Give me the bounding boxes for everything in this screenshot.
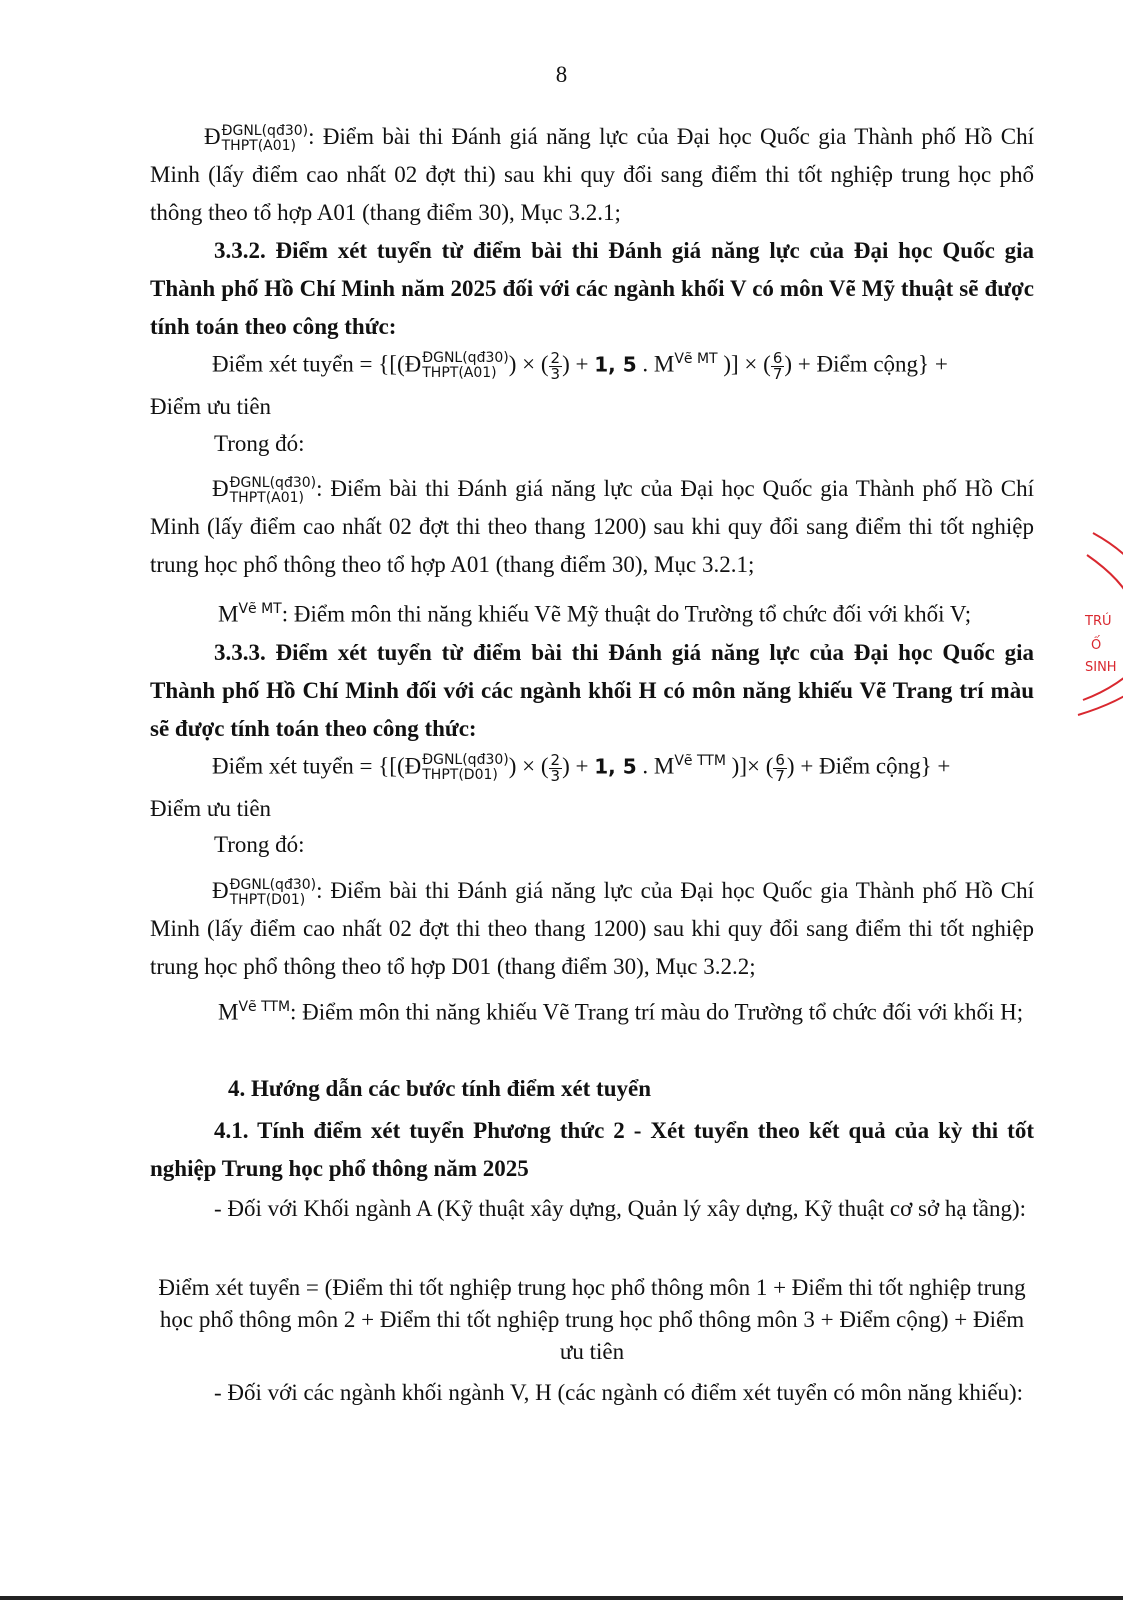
stamp-text: SINH: [1085, 660, 1117, 675]
heading-3-3-3: 3.3.3. Điểm xét tuyển từ điểm bài thi Đánh giá năng lực của Đại học Quốc gia Thành phố Hồ Chí Minh đối với các ngành khối H có môn năng khiếu Vẽ Trang trí màu sẽ được tính toán theo công thức:: [150, 640, 1034, 741]
symbol-m: M: [218, 601, 239, 627]
formula-line-2: Điểm ưu tiên: [150, 393, 272, 419]
symbol-superscript: ĐGNL(qđ30): [221, 122, 309, 139]
paragraph-dgnl-a01-definition: [150, 118, 1034, 232]
formula-scripts: [422, 753, 508, 783]
formula-part: . M: [636, 753, 675, 779]
paragraph-khoi-a: - Đối với Khối ngành A (Kỹ thuật xây dựng, Quản lý xây dựng, Kỹ thuật cơ sở hạ tầng):: [214, 1196, 1026, 1221]
formula-part: )]× (: [725, 753, 774, 779]
stamp-arc: [1093, 533, 1123, 585]
fraction-denominator: 7: [775, 766, 785, 785]
symbol-superscript: Vẽ TTM: [238, 999, 291, 1015]
formula-tail: ) + Điểm cộng} +: [784, 351, 948, 377]
formula-scripts: [422, 351, 508, 381]
definition-text: : Điểm môn thi năng khiếu Vẽ Mỹ thuật do Trường tổ chức đối với khối V;: [281, 601, 972, 627]
symbol-subscript: THPT(D01): [229, 891, 306, 908]
definition-text: : Điểm môn thi năng khiếu Vẽ Trang trí màu do Trường tổ chức đối với khối H;: [290, 999, 1024, 1025]
formula-part: ) × (: [508, 753, 549, 779]
paragraph-m-ve-ttm: [150, 988, 1034, 1032]
formula-coefficient: 1, 5: [594, 352, 637, 377]
red-stamp-seal: [1053, 525, 1123, 725]
formula-part: )] × (: [717, 351, 771, 377]
symbol-d: Đ: [204, 124, 221, 149]
symbol-superscript: Vẽ MT: [238, 601, 282, 617]
symbol-superscript: ĐGNL(qđ30): [229, 474, 317, 491]
fraction-numerator: 2: [550, 750, 561, 769]
formula-3-3-3: [150, 742, 1034, 828]
formula-m-superscript: Vẽ TTM: [674, 753, 726, 769]
paragraph-khoi-v-h: - Đối với các ngành khối ngành V, H (các ngành có điểm xét tuyển có môn năng khiếu):: [214, 1380, 1024, 1405]
formula-tail: ) + Điểm cộng} +: [786, 753, 951, 779]
fraction-numerator: 6: [775, 750, 785, 769]
definition-text: : Điểm bài thi Đánh giá năng lực của Đại học Quốc gia Thành phố Hồ Chí Minh (lấy điểm cao nhất 02 đợt thi) sau khi quy đổi sang điểm thi tốt nghiệp trung học phổ thông theo tổ hợp A01 (thang điểm 30), Mục 3.2.1;: [150, 124, 1034, 225]
formula-sup: ĐGNL(qđ30): [422, 350, 509, 367]
symbol-d: Đ: [212, 476, 229, 501]
trong-do-1: Trong đó:: [214, 431, 305, 456]
symbol-scripts: [222, 124, 308, 154]
symbol-subscript: THPT(A01): [221, 137, 297, 154]
fraction-denominator: 3: [550, 766, 561, 785]
symbol-subscript: THPT(A01): [229, 489, 305, 506]
heading-4: 4. Hướng dẫn các bước tính điểm xét tuyển: [228, 1076, 652, 1101]
fraction-denominator: 3: [550, 364, 561, 383]
stamp-arc: [1087, 555, 1123, 605]
paragraph-dgnl-a01-1200: [150, 470, 1034, 584]
formula-part: . M: [636, 351, 675, 377]
formula-m-superscript: Vẽ MT: [674, 351, 718, 367]
formula-part: ) +: [562, 753, 595, 779]
page-number: 8: [555, 62, 568, 87]
formula-lhs: Điểm xét tuyển = {[(Đ: [212, 351, 422, 377]
paragraph-dgnl-d01-1200: [150, 872, 1034, 986]
formula-lhs: Điểm xét tuyển = {[(Đ: [212, 753, 422, 779]
heading-3-3-2: 3.3.2. Điểm xét tuyển từ điểm bài thi Đánh giá năng lực của Đại học Quốc gia Thành phố Hồ Chí Minh năm 2025 đối với các ngành khối V có môn Vẽ Mỹ thuật sẽ được tính toán theo công thức:: [150, 238, 1034, 339]
trong-do-2: Trong đó:: [214, 832, 305, 857]
fraction-denominator: 7: [772, 364, 783, 383]
formula-sub: THPT(A01): [422, 365, 497, 382]
definition-text: : Điểm bài thi Đánh giá năng lực của Đại học Quốc gia Thành phố Hồ Chí Minh (lấy điểm cao nhất 02 đợt thi theo thang 1200) sau khi quy đổi sang điểm thi tốt nghiệp trung học phổ thông theo tổ hợp D01 (thang điểm 30), Mục 3.2.2;: [150, 878, 1034, 979]
fraction-6-7: [771, 348, 785, 383]
fraction-numerator: 6: [772, 348, 783, 367]
heading-4-1: 4.1. Tính điểm xét tuyển Phương thức 2 - Xét tuyển theo kết quả của kỳ thi tốt nghiệp Trung học phổ thông năm 2025: [150, 1118, 1034, 1181]
fraction-2-3: [549, 348, 563, 383]
fraction-numerator: 2: [550, 348, 561, 367]
symbol-d: Đ: [212, 878, 229, 903]
fraction-6-7: [773, 750, 787, 785]
stamp-text: Ố: [1091, 638, 1102, 653]
paragraph-m-ve-mt: [150, 590, 1034, 634]
symbol-m: M: [218, 999, 239, 1025]
formula-sub: THPT(D01): [422, 767, 498, 784]
fraction-2-3: [549, 750, 563, 785]
symbol-superscript: ĐGNL(qđ30): [229, 876, 317, 893]
formula-line-2: Điểm ưu tiên: [150, 795, 272, 821]
stamp-text: TRÚ: [1085, 614, 1112, 629]
formula-3-3-2: [150, 340, 1034, 426]
stamp-arc: [1078, 675, 1123, 715]
bottom-scan-edge: [0, 1596, 1123, 1600]
definition-text: : Điểm bài thi Đánh giá năng lực của Đại học Quốc gia Thành phố Hồ Chí Minh (lấy điểm cao nhất 02 đợt thi theo thang 1200) sau khi quy đổi sang điểm thi tốt nghiệp trung học phổ thông theo tổ hợp A01 (thang điểm 30), Mục 3.2.1;: [150, 476, 1034, 577]
symbol-scripts: [230, 878, 316, 908]
formula-4-1: Điểm xét tuyển = (Điểm thi tốt nghiệp trung học phổ thông môn 1 + Điểm thi tốt nghiệp trung học phổ thông môn 2 + Điểm thi tốt nghiệp trung học phổ thông môn 3 + Điểm cộng) + Điểm ưu tiên: [158, 1275, 1026, 1364]
symbol-scripts: [230, 476, 316, 506]
formula-sup: ĐGNL(qđ30): [422, 752, 509, 769]
formula-coefficient: 1, 5: [594, 754, 637, 779]
formula-part: ) +: [562, 351, 595, 377]
formula-part: ) × (: [508, 351, 549, 377]
